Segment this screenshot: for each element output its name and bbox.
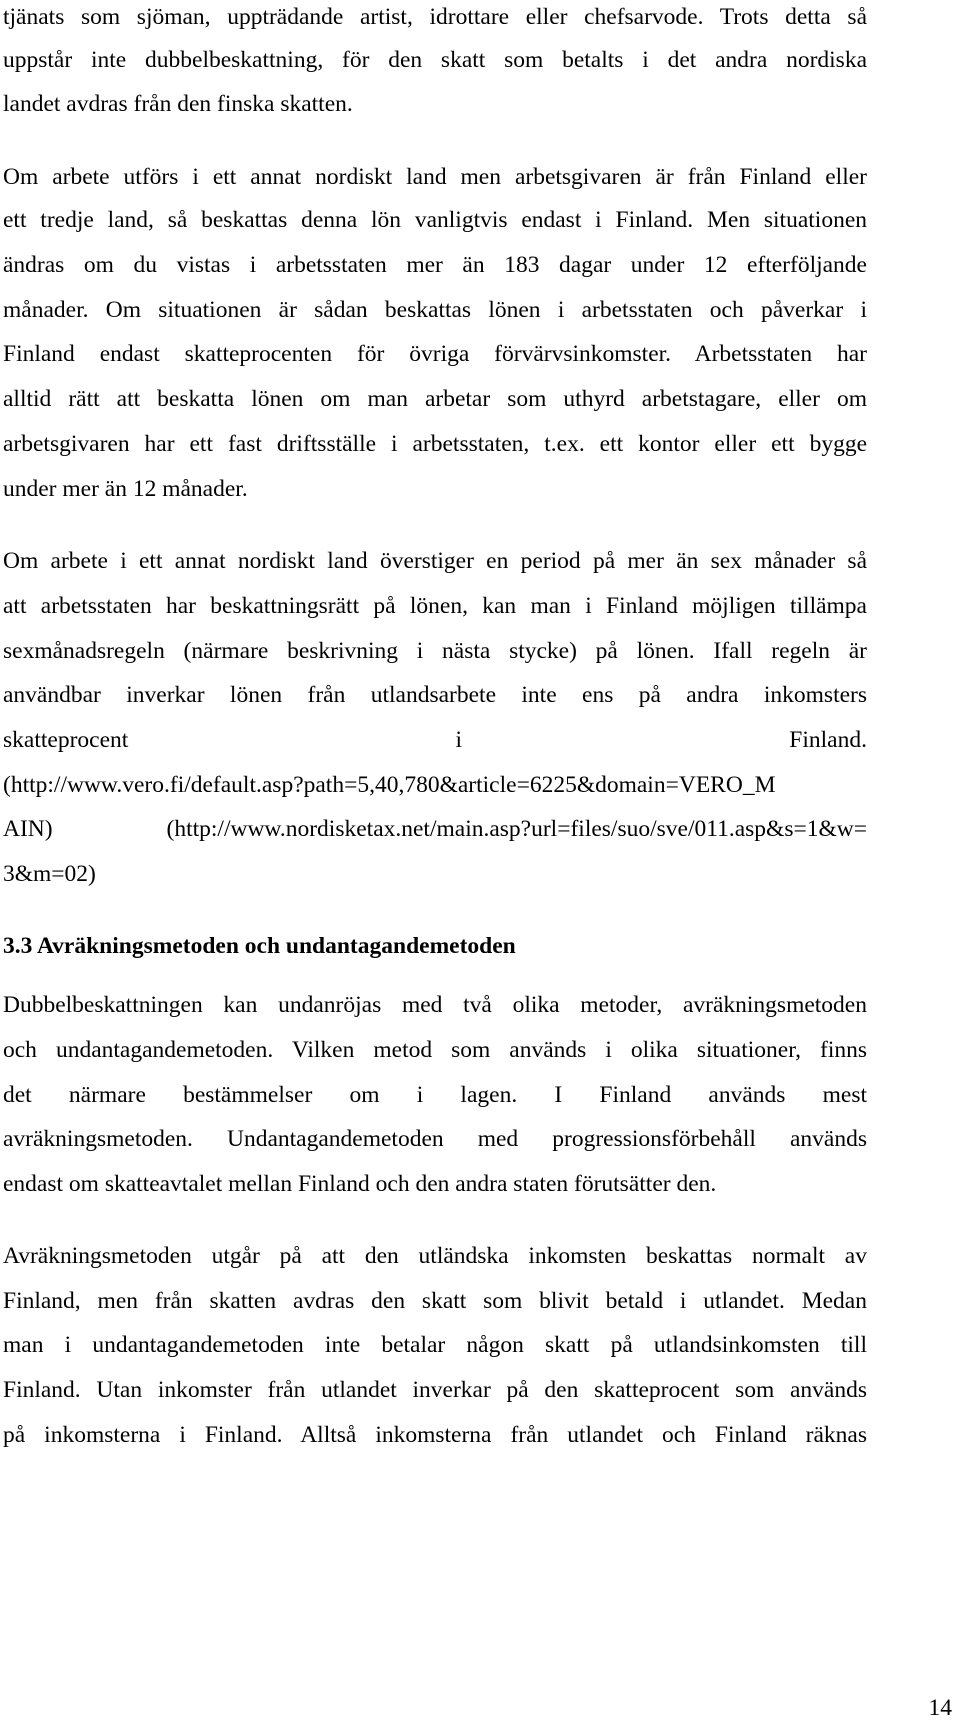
- text-line: sexmånadsregeln (närmare beskrivning i nästa stycke) på lönen. Ifall regeln är: [3, 638, 867, 664]
- text-line: Finland, men från skatten avdras den skatt som blivit betald i utlandet. Medan: [3, 1288, 867, 1314]
- text-line: Om arbete i ett annat nordiskt land överstiger en period på mer än sex månader så: [3, 548, 867, 574]
- url-line: 3&m=02): [3, 861, 96, 887]
- text-line: skatteprocent i Finland.: [3, 727, 867, 753]
- text-line: landet avdras från den finska skatten.: [3, 91, 353, 117]
- text-line: endast om skatteavtalet mellan Finland och den andra staten förutsätter den.: [3, 1171, 717, 1197]
- text-line: Finland. Utan inkomster från utlandet inverkar på den skatteprocent som används: [3, 1377, 867, 1403]
- url-line: (http://www.vero.fi/default.asp?path=5,40,780&article=6225&domain=VERO_M: [3, 772, 776, 798]
- text-line: avräkningsmetoden. Undantagandemetoden med progressionsförbehåll används: [3, 1126, 867, 1152]
- text-line: uppstår inte dubbelbeskattning, för den skatt som betalts i det andra nordiska: [3, 47, 867, 73]
- text-line: att arbetsstaten har beskattningsrätt på lönen, kan man i Finland möjligen tillämpa: [3, 593, 867, 619]
- text-line: man i undantagandemetoden inte betalar någon skatt på utlandsinkomsten till: [3, 1332, 867, 1358]
- section-heading: 3.3 Avräkningsmetoden och undantagandemetoden: [3, 933, 516, 959]
- text-line: Om arbete utförs i ett annat nordiskt land men arbetsgivaren är från Finland eller: [3, 164, 867, 190]
- url-line: AIN) (http://www.nordisketax.net/main.asp?url=files/suo/sve/011.asp&s=1&w=: [3, 816, 867, 842]
- text-line: arbetsgivaren har ett fast driftsställe i arbetsstaten, t.ex. ett kontor eller ett bygge: [3, 431, 867, 457]
- text-line: månader. Om situationen är sådan beskattas lönen i arbetsstaten och påverkar i: [3, 297, 867, 323]
- text-line: tjänats som sjöman, uppträdande artist, idrottare eller chefsarvode. Trots detta så: [3, 4, 867, 30]
- text-line: ändras om du vistas i arbetsstaten mer än 183 dagar under 12 efterföljande: [3, 252, 867, 278]
- text-line: Avräkningsmetoden utgår på att den utländska inkomsten beskattas normalt av: [3, 1243, 867, 1269]
- text-line: alltid rätt att beskatta lönen om man arbetar som uthyrd arbetstagare, eller om: [3, 386, 867, 412]
- text-line: och undantagandemetoden. Vilken metod som används i olika situationer, finns: [3, 1037, 867, 1063]
- page-number: 14: [928, 1695, 952, 1721]
- text-line: det närmare bestämmelser om i lagen. I Finland används mest: [3, 1082, 867, 1108]
- text-line: ett tredje land, så beskattas denna lön vanligtvis endast i Finland. Men situationen: [3, 207, 867, 233]
- text-line: under mer än 12 månader.: [3, 476, 248, 502]
- text-line: Dubbelbeskattningen kan undanröjas med två olika metoder, avräkningsmetoden: [3, 992, 867, 1018]
- text-line: Finland endast skatteprocenten för övriga förvärvsinkomster. Arbetsstaten har: [3, 341, 867, 367]
- text-line: användbar inverkar lönen från utlandsarbete inte ens på andra inkomsters: [3, 682, 867, 708]
- text-line: på inkomsterna i Finland. Alltså inkomsterna från utlandet och Finland räknas: [3, 1422, 867, 1448]
